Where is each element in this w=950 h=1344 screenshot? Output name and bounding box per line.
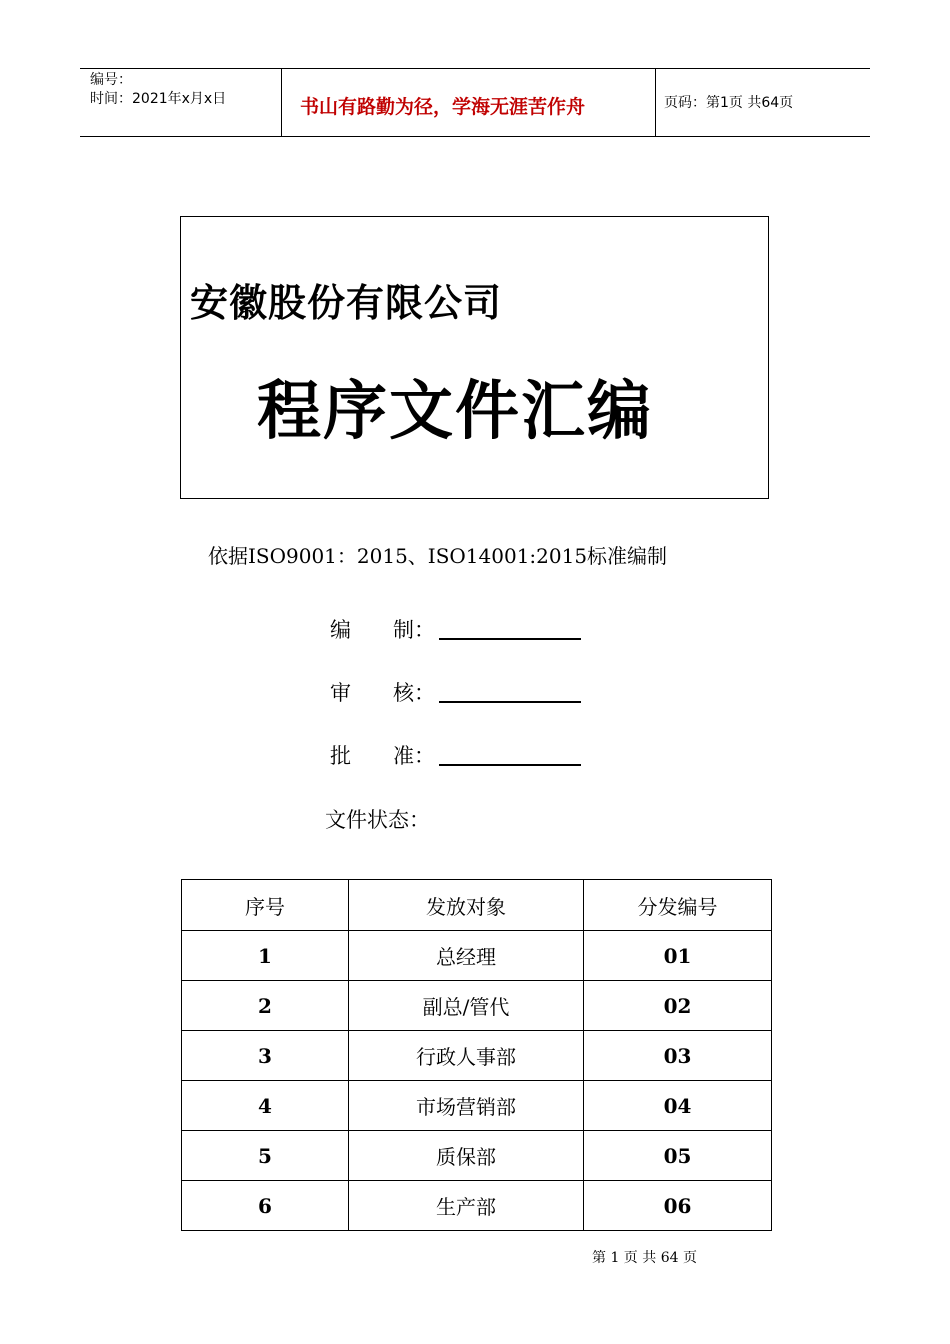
approved-by-label: 批 准：: [330, 744, 435, 768]
header-top-rule: [80, 68, 870, 69]
table-header-row: [182, 880, 772, 931]
copy-number-cell: 02: [584, 981, 772, 1031]
recipient-cell: 副总/管代: [349, 981, 584, 1031]
recipient-cell: 生产部: [349, 1181, 584, 1231]
document-title: 程序文件汇编: [257, 375, 653, 449]
table-row: [182, 1181, 772, 1231]
recipient-cell: 质保部: [349, 1131, 584, 1181]
column-header-recipient: 发放对象: [349, 880, 584, 931]
distribution-table: [181, 879, 772, 1231]
table-row: [182, 1081, 772, 1131]
header-time-label: 时间：2021年x月x日: [90, 91, 227, 107]
header-divider-right: [655, 68, 656, 136]
table-row: [182, 1131, 772, 1181]
seq-cell: 2: [182, 981, 349, 1031]
seq-cell: 4: [182, 1081, 349, 1131]
approved-by-line[interactable]: [439, 764, 581, 766]
header-bottom-rule: [80, 136, 870, 137]
table-row: [182, 981, 772, 1031]
header-divider-left: [281, 68, 282, 136]
column-header-seq: 序号: [182, 880, 349, 931]
copy-number-cell: 05: [584, 1131, 772, 1181]
column-header-copy-number: 分发编号: [584, 880, 772, 931]
table-row: [182, 1031, 772, 1081]
seq-cell: 5: [182, 1131, 349, 1181]
document-status-label: 文件状态：: [325, 808, 430, 832]
header-page-info: 页码：第1页 共64页: [664, 95, 794, 111]
recipient-cell: 市场营销部: [349, 1081, 584, 1131]
copy-number-cell: 01: [584, 931, 772, 981]
reviewed-by-line[interactable]: [439, 701, 581, 703]
title-box: [180, 216, 769, 499]
header-number-label: 编号：: [90, 72, 132, 88]
reviewed-by-label: 审 核：: [330, 681, 435, 705]
seq-cell: 3: [182, 1031, 349, 1081]
seq-cell: 1: [182, 931, 349, 981]
company-name: 安徽股份有限公司: [190, 281, 503, 325]
recipient-cell: 行政人事部: [349, 1031, 584, 1081]
standard-basis: 依据ISO9001：2015、ISO14001:2015标准编制: [208, 544, 668, 568]
recipient-cell: 总经理: [349, 931, 584, 981]
header-motto: 书山有路勤为径，学海无涯苦作舟: [300, 96, 586, 118]
copy-number-cell: 06: [584, 1181, 772, 1231]
prepared-by-line[interactable]: [439, 638, 581, 640]
copy-number-cell: 03: [584, 1031, 772, 1081]
page-footer: 第 1 页 共 64 页: [592, 1250, 697, 1266]
seq-cell: 6: [182, 1181, 349, 1231]
table-row: [182, 931, 772, 981]
copy-number-cell: 04: [584, 1081, 772, 1131]
prepared-by-label: 编 制：: [330, 618, 435, 642]
